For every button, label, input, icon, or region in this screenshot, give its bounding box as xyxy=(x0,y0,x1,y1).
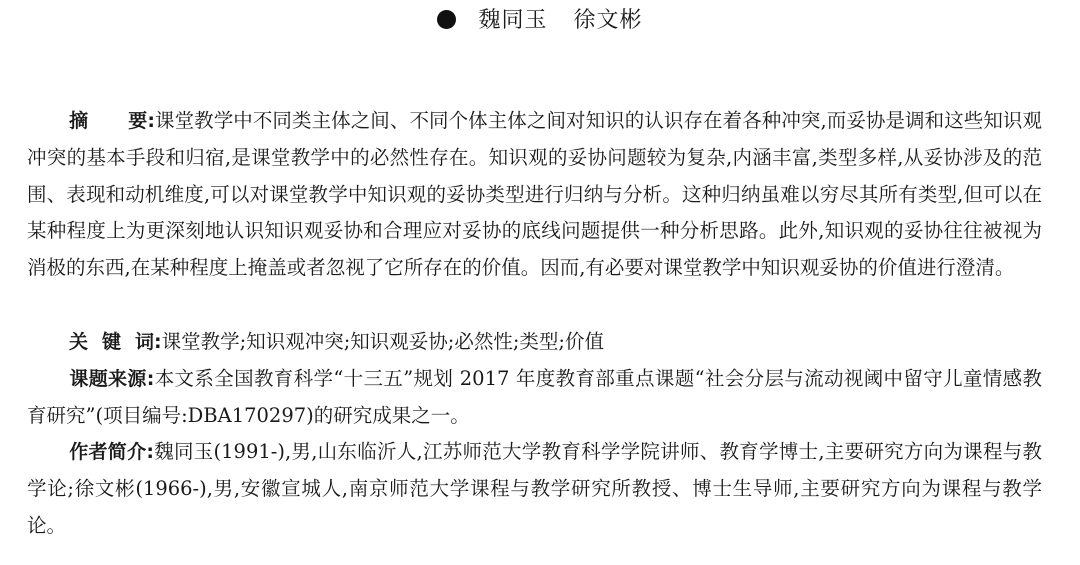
bio-label: 作者简介: xyxy=(69,441,154,463)
keywords-label-char: 词 xyxy=(135,331,155,353)
funding-text: 本文系全国教育科学“十三五”规划 2017 年度教育部重点课题“社会分层与流动视阈中留守儿童情感教育研究”(项目编号:DBA170297)的研究成果之一。 xyxy=(27,367,1042,427)
funding-label: 课题来源: xyxy=(69,368,155,390)
abstract-label xyxy=(69,110,155,132)
keywords-paragraph xyxy=(27,324,1042,361)
keywords-label-char: 关 xyxy=(69,331,89,353)
bio-text: 魏同玉(1991-),男,山东临沂人,江苏师范大学教育科学学院讲师、教育学博士,主要研究方向为课程与教学论;徐文彬(1966-),男,安徽宣城人,南京师范大学课程与教学研究所教授、博士生导师,主要研究方向为课程与教学论。 xyxy=(27,440,1042,537)
abstract-label-colon: : xyxy=(147,110,155,132)
keywords-label-char: 键 xyxy=(102,331,122,353)
author-name: 魏同玉 xyxy=(478,8,548,33)
author-line xyxy=(0,4,1080,38)
bullet-icon xyxy=(437,10,456,29)
abstract-paragraph xyxy=(27,103,1042,287)
abstract-label-char: 摘 xyxy=(69,110,89,132)
author-bio-paragraph xyxy=(27,434,1042,544)
funding-paragraph xyxy=(27,361,1042,435)
abstract-label-char: 要 xyxy=(128,110,148,132)
keywords-label xyxy=(69,331,162,353)
keywords-label-colon: : xyxy=(154,331,162,353)
author-name: 徐文彬 xyxy=(573,8,643,33)
abstract-text: 课堂教学中不同类主体之间、不同个体主体之间对知识的认识存在着各种冲突,而妥协是调和这些知识观冲突的基本手段和归宿,是课堂教学中的必然性存在。知识观的妥协问题较为复杂,内涵丰富,类型多样,从妥协涉及的范围、表现和动机维度,可以对课堂教学中知识观的妥协类型进行归纳与分析。这种归纳虽难以穷尽其所有类型,但可以在某种程度上为更深刻地认识知识观妥协和合理应对妥协的底线问题提供一种分析思路。此外,知识观的妥协往往被视为消极的东西,在某种程度上掩盖或者忽视了它所存在的价值。因而,有必要对课堂教学中知识观妥协的价值进行澄清。 xyxy=(27,109,1042,280)
keywords-text: 课堂教学;知识观冲突;知识观妥协;必然性;类型;价值 xyxy=(161,330,605,353)
